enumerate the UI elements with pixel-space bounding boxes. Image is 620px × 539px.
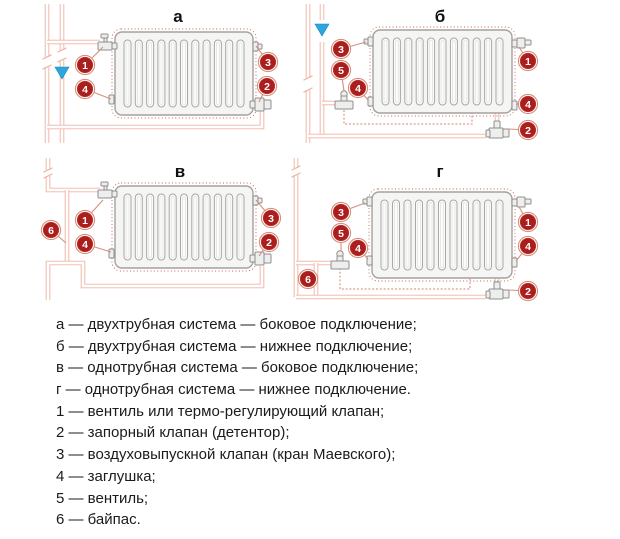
valve-part xyxy=(104,186,107,190)
radiator-fin xyxy=(214,194,221,260)
legend-line-3: 3 — воздуховыпускной клапан (кран Маевского); xyxy=(56,446,396,464)
callout-number: 4 xyxy=(82,83,88,96)
valve-part xyxy=(525,40,531,45)
valve-plug_l xyxy=(367,256,372,265)
radiator-fin xyxy=(124,40,131,107)
radiator-fin xyxy=(428,38,435,105)
valve-part xyxy=(341,96,347,101)
diagram-b xyxy=(304,4,538,143)
radiator-fin xyxy=(450,38,457,105)
diagram-a xyxy=(43,4,278,143)
valve-stub_r xyxy=(253,42,262,51)
pipe xyxy=(48,176,100,190)
radiator-fin xyxy=(158,194,165,260)
callout-4 xyxy=(348,238,368,259)
valve-lock_h xyxy=(486,121,509,138)
callout-number: 6 xyxy=(48,224,54,237)
valve-part xyxy=(101,34,108,38)
radiator-fin xyxy=(135,194,142,260)
callout-number: 1 xyxy=(82,214,88,227)
legend-line-v: в — однотрубная система — боковое подключение; xyxy=(56,359,419,377)
valve-part xyxy=(494,121,500,128)
valve-thermo_r xyxy=(512,38,531,48)
radiator-fin xyxy=(462,200,469,270)
legend-line-6: 6 — байпас. xyxy=(56,511,141,529)
radiator-fin xyxy=(158,40,165,107)
legend-line-b: б — двухтрубная система — нижнее подключение; xyxy=(56,337,413,355)
valve-part xyxy=(112,191,117,197)
radiator-fins xyxy=(382,38,503,105)
radiator-fins xyxy=(381,200,503,270)
radiator-fin xyxy=(147,194,154,260)
radiator-fin xyxy=(192,40,199,107)
diagram-label-g: г xyxy=(436,162,444,181)
radiator-fin xyxy=(462,38,469,105)
callout-4 xyxy=(348,78,368,100)
valve-part xyxy=(517,38,525,48)
radiator-fin xyxy=(485,38,492,105)
callout-number: 5 xyxy=(338,227,344,240)
valve-part xyxy=(331,261,349,269)
valve-part xyxy=(494,282,500,289)
valve-plug_l xyxy=(109,249,114,258)
radiator-fin xyxy=(203,40,210,107)
valve-part xyxy=(98,190,112,198)
radiator-fin xyxy=(450,200,457,270)
plug xyxy=(109,249,114,258)
radiator-fin xyxy=(496,200,503,270)
legend xyxy=(56,314,418,531)
radiator-fin xyxy=(393,200,400,270)
valve-part xyxy=(512,199,517,206)
callout-number: 5 xyxy=(338,64,344,77)
valve-stub_l xyxy=(364,37,373,46)
valve-part xyxy=(525,199,531,204)
valve-part xyxy=(364,39,368,44)
valve-part xyxy=(486,291,490,298)
callout-1 xyxy=(518,47,537,71)
valve-part xyxy=(255,252,264,265)
callout-number: 1 xyxy=(82,59,88,72)
callout-number: 3 xyxy=(338,43,344,56)
valve-part xyxy=(258,198,262,203)
callout-number: 2 xyxy=(264,80,270,93)
legend-line-g: г — однотрубная система — нижнее подключение. xyxy=(56,381,411,399)
valve-plug_r xyxy=(512,258,517,267)
callout-2 xyxy=(509,120,538,139)
valve-part xyxy=(335,101,353,109)
radiator-fin xyxy=(405,38,412,105)
valve-valve5 xyxy=(331,251,349,269)
valve-part xyxy=(503,290,509,298)
callout-1 xyxy=(518,207,537,232)
radiator-fin xyxy=(382,38,389,105)
radiator-fin xyxy=(485,200,492,270)
callout-4 xyxy=(75,79,111,99)
radiator-fin xyxy=(203,194,210,260)
radiator-fin xyxy=(496,38,503,105)
valve-part xyxy=(101,182,108,186)
callout-6 xyxy=(41,220,66,243)
radiator-fin xyxy=(237,40,244,107)
radiator-fin xyxy=(169,40,176,107)
radiator-fin xyxy=(169,194,176,260)
radiator-fin xyxy=(226,194,233,260)
radiator-fin xyxy=(124,194,131,260)
radiator-fin xyxy=(135,40,142,107)
radiator-fin xyxy=(416,200,423,270)
legend-line-1: 1 — вентиль или термо-регулирующий клапан; xyxy=(56,402,385,420)
radiator-fin xyxy=(214,40,221,107)
valve-part xyxy=(104,38,107,42)
callout-3 xyxy=(331,39,366,58)
diagram-v xyxy=(41,158,280,300)
valve-part xyxy=(489,128,503,138)
callout-number: 1 xyxy=(525,216,531,229)
valve-part xyxy=(258,44,262,49)
callout-number: 3 xyxy=(265,56,271,69)
radiator-fin xyxy=(181,40,188,107)
radiator-fin xyxy=(192,194,199,260)
legend-line-a: а — двухтрубная система — боковое подключение; xyxy=(56,316,417,333)
radiator-fin xyxy=(226,40,233,107)
callout-number: 3 xyxy=(338,206,344,219)
valve-part xyxy=(489,289,503,299)
valve-part xyxy=(367,197,372,206)
callout-number: 4 xyxy=(525,240,531,253)
radiator-fin xyxy=(427,200,434,270)
radiator-fins xyxy=(124,194,244,260)
valve-part xyxy=(368,37,373,46)
radiator-fin xyxy=(473,200,480,270)
plug xyxy=(368,97,373,106)
callout-number: 4 xyxy=(525,98,531,111)
valve-part xyxy=(512,40,517,47)
valve-part xyxy=(98,42,112,50)
callout-number: 3 xyxy=(268,212,274,225)
callout-5 xyxy=(331,223,350,251)
flow-direction-triangle xyxy=(55,67,69,79)
plug xyxy=(109,95,114,104)
radiator-fin xyxy=(381,200,388,270)
valve-part xyxy=(503,129,509,137)
valve-part xyxy=(264,100,271,109)
callout-1 xyxy=(75,47,103,75)
valve-lock_h xyxy=(486,282,509,299)
radiator-fin xyxy=(439,200,446,270)
callout-5 xyxy=(331,60,350,91)
radiator-fin xyxy=(439,38,446,105)
valve-part xyxy=(486,130,490,137)
valve-part xyxy=(264,254,271,263)
radiator-fin xyxy=(393,38,400,105)
legend-line-2: 2 — запорный клапан (детентор); xyxy=(56,424,290,442)
valve-thermo xyxy=(98,34,117,50)
valve-part xyxy=(253,196,258,205)
plug xyxy=(367,256,372,265)
plug xyxy=(512,258,517,267)
callout-number: 4 xyxy=(355,242,361,255)
callout-number: 2 xyxy=(525,285,531,298)
callout-number: 4 xyxy=(82,238,88,251)
callout-3 xyxy=(331,202,365,221)
valve-thermo_r xyxy=(512,197,531,207)
valve-part xyxy=(517,197,525,207)
valve-part xyxy=(253,42,258,51)
valve-stub_l xyxy=(363,197,372,206)
diagram-label-a: а xyxy=(173,7,183,26)
callout-3 xyxy=(256,200,281,228)
valve-plug_l xyxy=(368,97,373,106)
valve-part xyxy=(112,43,117,49)
callout-4 xyxy=(75,234,111,253)
radiator-fin xyxy=(147,40,154,107)
callout-number: 4 xyxy=(355,82,361,95)
callout-2 xyxy=(509,281,538,300)
diagram-g xyxy=(292,158,538,301)
radiator-fin xyxy=(237,194,244,260)
plug xyxy=(512,101,517,110)
diagram-label-b: б xyxy=(434,7,446,26)
callout-number: 2 xyxy=(266,236,272,249)
valve-plug_l xyxy=(109,95,114,104)
radiator-fin xyxy=(181,194,188,260)
flow-direction-triangle xyxy=(315,24,329,36)
diagram-label-v: в xyxy=(174,162,186,181)
callout-1 xyxy=(75,200,103,230)
valve-part xyxy=(250,255,255,262)
valve-thermo xyxy=(98,182,117,198)
legend-line-4: 4 — заглушка; xyxy=(56,467,156,485)
valve-part xyxy=(337,256,343,261)
callout-4 xyxy=(516,236,538,261)
valve-plug_r xyxy=(512,101,517,110)
callout-number: 2 xyxy=(525,124,531,137)
callout-2 xyxy=(259,232,279,256)
callout-3 xyxy=(256,46,278,72)
callout-number: 1 xyxy=(525,55,531,68)
callout-4 xyxy=(516,94,538,113)
radiator-fin xyxy=(404,200,411,270)
valve-stub_r xyxy=(253,196,262,205)
valve-part xyxy=(250,101,255,108)
callout-number: 6 xyxy=(305,273,311,286)
callout-6 xyxy=(298,269,317,288)
radiator-fins xyxy=(124,40,244,107)
radiator-fin xyxy=(416,38,423,105)
radiator-fin xyxy=(473,38,480,105)
legend-line-5: 5 — вентиль; xyxy=(56,489,149,507)
